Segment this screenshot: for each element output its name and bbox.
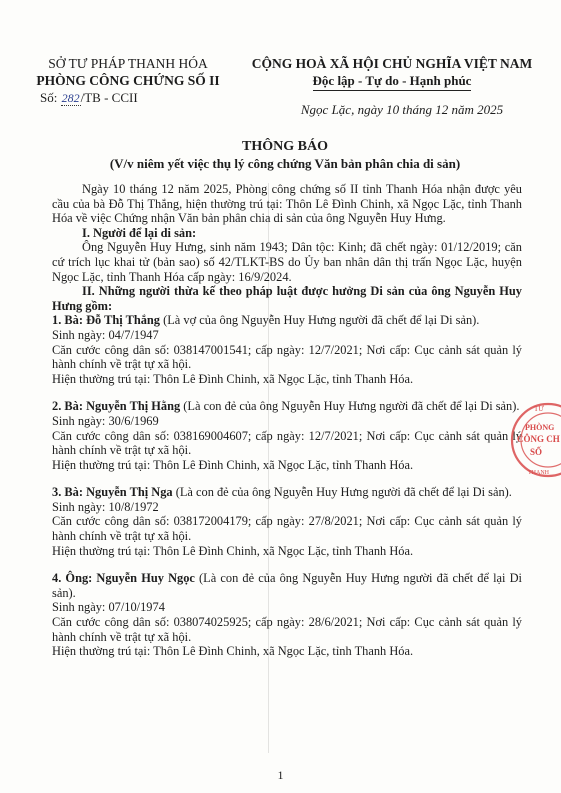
heir-title — [52, 485, 522, 500]
heir-relation: (Là con đẻ của ông Nguyễn Huy Hưng người đã chết để lại Di sản). — [172, 485, 512, 500]
heir-name: 2. Bà: Nguyễn Thị Hằng — [52, 399, 181, 414]
heir-name: 1. Bà: Đỗ Thị Thắng — [52, 313, 161, 328]
seal-text-top: TƯ — [534, 405, 544, 413]
place-date: Ngọc Lặc, ngày 10 tháng 12 năm 2025 — [300, 102, 504, 117]
office-seal — [508, 400, 561, 480]
heir-name: 3. Bà: Nguyễn Thị Nga — [52, 485, 173, 500]
seal-text-line2: CÔNG CH — [517, 434, 560, 444]
heir-id: Căn cước công dân số: 038074025925; cấp ngày: 28/6/2021; Nơi cấp: Cục cảnh sát quản lý hành chính về trật tự xã hội. — [52, 615, 522, 644]
heir-entry — [52, 313, 522, 386]
seal-text-line1: PHÒNG — [525, 423, 555, 432]
heir-entry — [52, 571, 522, 659]
heir-id: Căn cước công dân số: 038172004179; cấp ngày: 27/8/2021; Nơi cấp: Cục cảnh sát quản lý hành chính về trật tự xã hội. — [52, 514, 522, 544]
agency-name: PHÒNG CÔNG CHỨNG SỐ II — [36, 73, 220, 88]
heir-title — [52, 571, 522, 600]
heir-address: Hiện thường trú tại: Thôn Lê Đình Chinh, xã Ngọc Lặc, tỉnh Thanh Hóa. — [52, 543, 414, 558]
heir-address: Hiện thường trú tại: Thôn Lê Đình Chinh, xã Ngọc Lặc, tỉnh Thanh Hóa. — [52, 457, 414, 472]
parent-agency: SỞ TƯ PHÁP THANH HÓA — [48, 56, 208, 71]
heir-relation: (Là con đẻ của ông Nguyễn Huy Hưng người đã chết để lại Di sản). — [180, 399, 520, 414]
section-1-text: Ông Nguyễn Huy Hưng, sinh năm 1943; Dân tộc: Kinh; đã chết ngày: 01/12/2019; căn cứ trích lục khai tử (bản sao) số 42/TLKT-BS do Ủy ban nhân dân thị trấn Ngọc Lặc, huyện Ngọc Lặc, tỉnh Thanh Hóa cấp ngày: 16/9/2024. — [52, 240, 522, 284]
intro-paragraph: Ngày 10 tháng 12 năm 2025, Phòng công chứng số II tỉnh Thanh Hóa nhận được yêu cầu của bà Đỗ Thị Thắng, hiện thường trú tại: Thôn Lê Đình Chinh, xã Ngọc Lặc, tỉnh Thanh Hóa về việc Chứng nhận Văn bản phân chia di sản của ông Nguyễn Huy Hưng. — [52, 182, 522, 226]
document-title-block — [60, 138, 510, 172]
issuing-agency-block — [28, 55, 228, 107]
seal-text-bottom: THANH — [528, 470, 549, 476]
document-body — [52, 182, 522, 659]
heir-dob: Sinh ngày: 30/6/1969 — [52, 413, 159, 428]
heir-id: Căn cước công dân số: 038169004607; cấp ngày: 12/7/2021; Nơi cấp: Cục cảnh sát quản lý hành chính về trật tự xã hội. — [52, 428, 522, 458]
section-2-heading: II. Những người thừa kế theo pháp luật được hưởng Di sản của ông Nguyễn Huy Hưng gồm: — [52, 284, 522, 313]
document-title: THÔNG BÁO — [242, 139, 328, 154]
national-motto: Độc lập - Tự do - Hạnh phúc — [313, 72, 472, 91]
heir-entry — [52, 485, 522, 558]
heir-relation: (Là con đẻ của ông Nguyễn Huy Hưng người đã chết để lại Di sản). — [52, 571, 523, 600]
heir-dob: Sinh ngày: 10/8/1972 — [52, 499, 159, 514]
spacer — [52, 472, 522, 485]
heir-title — [52, 399, 522, 414]
document-number — [28, 89, 228, 107]
doc-no-suffix: /TB - CCII — [80, 90, 138, 105]
national-header — [232, 55, 552, 91]
heir-title — [52, 313, 522, 328]
heir-id: Căn cước công dân số: 038147001541; cấp ngày: 12/7/2021; Nơi cấp: Cục cảnh sát quản lý hành chính về trật tự xã hội. — [52, 342, 522, 372]
heir-relation: (Là vợ của ông Nguyễn Huy Hưng người đã chết để lại Di sản). — [160, 313, 480, 328]
heir-entry — [52, 399, 522, 472]
heir-address: Hiện thường trú tại: Thôn Lê Đình Chinh, xã Ngọc Lặc, tỉnh Thanh Hóa. — [52, 644, 414, 659]
country-name: CỘNG HOÀ XÃ HỘI CHỦ NGHĨA VIỆT NAM — [251, 56, 533, 71]
page-number: 1 — [277, 768, 284, 782]
heir-dob: Sinh ngày: 07/10/1974 — [52, 600, 165, 615]
heir-name: 4. Ông: Nguyễn Huy Ngọc — [52, 571, 195, 586]
section-1-heading: I. Người để lại di sản: — [82, 225, 197, 240]
document-subtitle: (V/v niêm yết việc thụ lý công chứng Văn bản phân chia di sản) — [109, 156, 461, 171]
heir-address: Hiện thường trú tại: Thôn Lê Đình Chinh, xã Ngọc Lặc, tỉnh Thanh Hóa. — [52, 371, 414, 386]
doc-no-prefix: Số: — [40, 90, 58, 105]
seal-text-line3: SỐ — [530, 447, 543, 457]
doc-no-handwritten: 282 — [61, 91, 80, 105]
spacer — [52, 386, 522, 399]
spacer — [52, 558, 522, 571]
heir-dob: Sinh ngày: 04/7/1947 — [52, 327, 159, 342]
